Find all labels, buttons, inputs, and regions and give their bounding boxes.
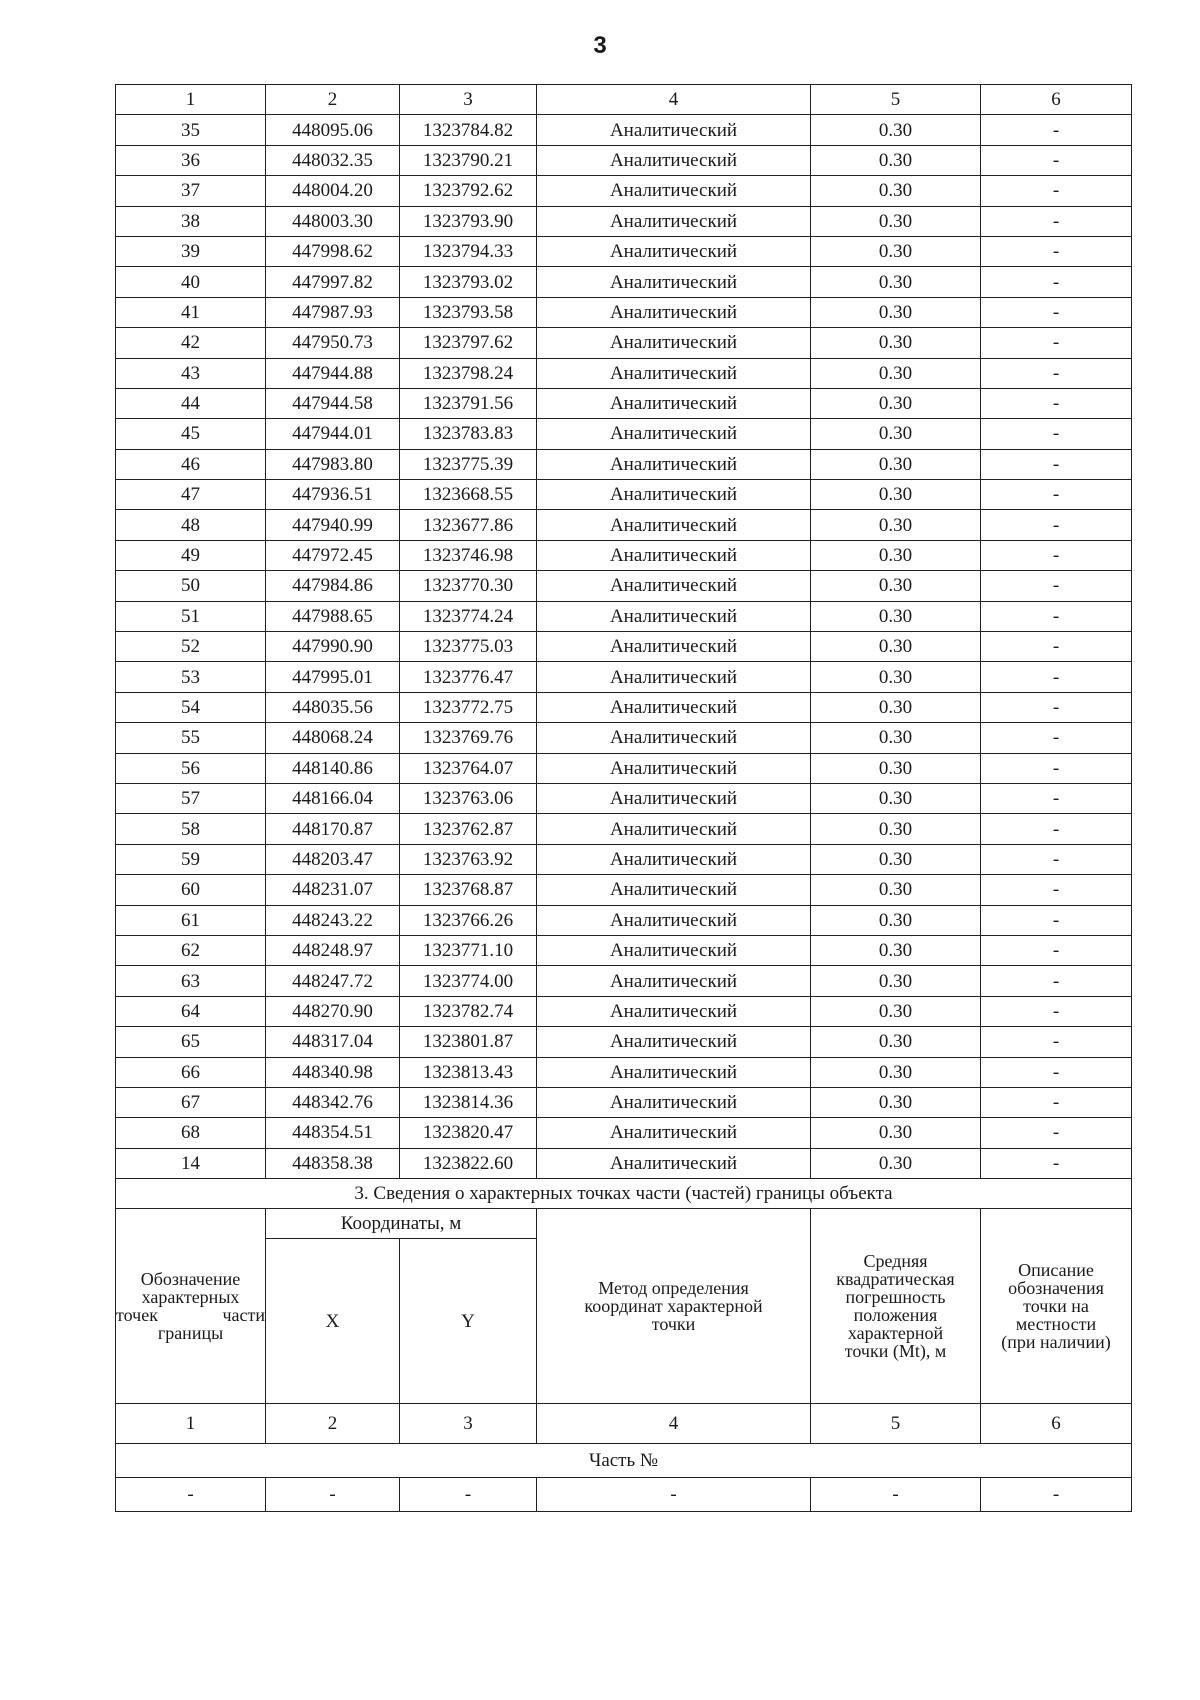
description-cell: - [981, 115, 1132, 145]
table-row [116, 236, 1132, 266]
description-cell: - [981, 540, 1132, 570]
description-cell: - [981, 510, 1132, 540]
point-number-cell: 44 [116, 388, 266, 418]
y-coordinate-cell: 1323797.62 [400, 328, 537, 358]
error-cell: 0.30 [811, 966, 981, 996]
point-number-cell: 67 [116, 1087, 266, 1117]
table-cell: - [116, 1478, 266, 1512]
y-coordinate-cell: 1323677.86 [400, 510, 537, 540]
error-cell: 0.30 [811, 540, 981, 570]
x-coordinate-cell: 447984.86 [266, 571, 400, 601]
point-number-cell: 54 [116, 692, 266, 722]
method-cell: Аналитический [537, 1057, 811, 1087]
section-3 [116, 1179, 1132, 1512]
x-coordinate-cell: 448358.38 [266, 1148, 400, 1178]
x-coordinate-cell: 448243.22 [266, 905, 400, 935]
error-cell: 0.30 [811, 632, 981, 662]
point-number-cell: 35 [116, 115, 266, 145]
description-cell: - [981, 783, 1132, 813]
table-row [116, 875, 1132, 905]
point-number-cell: 59 [116, 844, 266, 874]
y-coordinate-cell: 1323813.43 [400, 1057, 537, 1087]
table-row [116, 935, 1132, 965]
method-cell: Аналитический [537, 176, 811, 206]
y-coordinate-cell: 1323775.39 [400, 449, 537, 479]
table-row [116, 753, 1132, 783]
x-coordinate-cell: 448068.24 [266, 723, 400, 753]
point-number-cell: 14 [116, 1148, 266, 1178]
method-cell: Аналитический [537, 267, 811, 297]
description-cell: - [981, 905, 1132, 935]
x-coordinate-cell: 447990.90 [266, 632, 400, 662]
point-number-cell: 49 [116, 540, 266, 570]
error-cell: 0.30 [811, 601, 981, 631]
x-coordinate-cell: 447950.73 [266, 328, 400, 358]
point-number-cell: 38 [116, 206, 266, 236]
x-coordinate-cell: 448095.06 [266, 115, 400, 145]
x-coordinate-cell: 448004.20 [266, 176, 400, 206]
error-cell: 0.30 [811, 662, 981, 692]
table-cell: - [400, 1478, 537, 1512]
error-cell: 0.30 [811, 1118, 981, 1148]
point-number-cell: 36 [116, 145, 266, 175]
description-cell: - [981, 662, 1132, 692]
error-cell: 0.30 [811, 176, 981, 206]
table-row [116, 662, 1132, 692]
y-coordinate-cell: 1323771.10 [400, 935, 537, 965]
point-number-cell: 66 [116, 1057, 266, 1087]
error-cell: 0.30 [811, 905, 981, 935]
x-coordinate-cell: 448166.04 [266, 783, 400, 813]
coordinates-table [115, 84, 1132, 1512]
empty-data-row [116, 1478, 1132, 1512]
header-point-description: Описание обозначения точки на местности (при наличии) [981, 1209, 1132, 1404]
method-cell: Аналитический [537, 935, 811, 965]
error-cell: 0.30 [811, 996, 981, 1026]
y-coordinate-cell: 1323775.03 [400, 632, 537, 662]
method-cell: Аналитический [537, 692, 811, 722]
y-coordinate-cell: 1323770.30 [400, 571, 537, 601]
method-cell: Аналитический [537, 358, 811, 388]
column-number: 5 [811, 85, 981, 115]
method-cell: Аналитический [537, 236, 811, 266]
error-cell: 0.30 [811, 328, 981, 358]
description-cell: - [981, 388, 1132, 418]
method-cell: Аналитический [537, 632, 811, 662]
y-coordinate-cell: 1323764.07 [400, 753, 537, 783]
table-row [116, 540, 1132, 570]
error-cell: 0.30 [811, 115, 981, 145]
table-cell: - [981, 1478, 1132, 1512]
table-row [116, 1057, 1132, 1087]
point-number-cell: 41 [116, 297, 266, 327]
table-row [116, 632, 1132, 662]
description-cell: - [981, 996, 1132, 1026]
table-row [116, 571, 1132, 601]
x-coordinate-cell: 447936.51 [266, 480, 400, 510]
y-coordinate-cell: 1323746.98 [400, 540, 537, 570]
description-cell: - [981, 1057, 1132, 1087]
y-coordinate-cell: 1323793.02 [400, 267, 537, 297]
x-coordinate-cell: 447987.93 [266, 297, 400, 327]
table-row [116, 267, 1132, 297]
point-number-cell: 47 [116, 480, 266, 510]
point-number-cell: 63 [116, 966, 266, 996]
error-cell: 0.30 [811, 1087, 981, 1117]
error-cell: 0.30 [811, 419, 981, 449]
y-coordinate-cell: 1323798.24 [400, 358, 537, 388]
y-coordinate-cell: 1323783.83 [400, 419, 537, 449]
column-number: 4 [537, 1404, 811, 1444]
column-number-row [116, 85, 1132, 115]
error-cell: 0.30 [811, 206, 981, 236]
x-coordinate-cell: 448354.51 [266, 1118, 400, 1148]
y-coordinate-cell: 1323820.47 [400, 1118, 537, 1148]
error-cell: 0.30 [811, 875, 981, 905]
error-cell: 0.30 [811, 844, 981, 874]
section-3-column-number-row [116, 1404, 1132, 1444]
error-cell: 0.30 [811, 1027, 981, 1057]
y-coordinate-cell: 1323793.58 [400, 297, 537, 327]
x-coordinate-cell: 448247.72 [266, 966, 400, 996]
method-cell: Аналитический [537, 753, 811, 783]
error-cell: 0.30 [811, 692, 981, 722]
y-coordinate-cell: 1323774.24 [400, 601, 537, 631]
table-row [116, 206, 1132, 236]
description-cell: - [981, 753, 1132, 783]
x-coordinate-cell: 448035.56 [266, 692, 400, 722]
description-cell: - [981, 236, 1132, 266]
header-mean-square-error: Средняя квадратическая погрешность положения характерной точки (Mt), м [811, 1209, 981, 1404]
description-cell: - [981, 723, 1132, 753]
method-cell: Аналитический [537, 297, 811, 327]
description-cell: - [981, 267, 1132, 297]
x-coordinate-cell: 447998.62 [266, 236, 400, 266]
x-coordinate-cell: 448003.30 [266, 206, 400, 236]
description-cell: - [981, 571, 1132, 601]
y-coordinate-cell: 1323814.36 [400, 1087, 537, 1117]
x-coordinate-cell: 448231.07 [266, 875, 400, 905]
method-cell: Аналитический [537, 449, 811, 479]
method-cell: Аналитический [537, 875, 811, 905]
x-coordinate-cell: 448203.47 [266, 844, 400, 874]
header-method: Метод определения координат характерной точки [537, 1209, 811, 1404]
x-coordinate-cell: 447944.88 [266, 358, 400, 388]
description-cell: - [981, 814, 1132, 844]
table-row [116, 115, 1132, 145]
description-cell: - [981, 419, 1132, 449]
error-cell: 0.30 [811, 388, 981, 418]
point-number-cell: 40 [116, 267, 266, 297]
y-coordinate-cell: 1323766.26 [400, 905, 537, 935]
table-row [116, 723, 1132, 753]
x-coordinate-cell: 448140.86 [266, 753, 400, 783]
column-number: 5 [811, 1404, 981, 1444]
point-number-cell: 37 [116, 176, 266, 206]
description-cell: - [981, 1118, 1132, 1148]
error-cell: 0.30 [811, 1148, 981, 1178]
description-cell: - [981, 1087, 1132, 1117]
error-cell: 0.30 [811, 236, 981, 266]
table-row [116, 996, 1132, 1026]
description-cell: - [981, 449, 1132, 479]
header-coordinates: Координаты, м [266, 1209, 537, 1239]
y-coordinate-cell: 1323782.74 [400, 996, 537, 1026]
table-row [116, 966, 1132, 996]
header-point-line-justified: точек части [116, 1305, 265, 1326]
column-number: 6 [981, 85, 1132, 115]
x-coordinate-cell: 447944.58 [266, 388, 400, 418]
method-cell: Аналитический [537, 783, 811, 813]
description-cell: - [981, 328, 1132, 358]
table-row [116, 176, 1132, 206]
method-cell: Аналитический [537, 1148, 811, 1178]
y-coordinate-cell: 1323784.82 [400, 115, 537, 145]
error-cell: 0.30 [811, 358, 981, 388]
table-row [116, 510, 1132, 540]
method-cell: Аналитический [537, 540, 811, 570]
column-number: 3 [400, 85, 537, 115]
table-row [116, 1118, 1132, 1148]
description-cell: - [981, 935, 1132, 965]
point-number-cell: 55 [116, 723, 266, 753]
table-row [116, 480, 1132, 510]
table-row [116, 783, 1132, 813]
point-number-cell: 46 [116, 449, 266, 479]
description-cell: - [981, 358, 1132, 388]
y-coordinate-cell: 1323763.06 [400, 783, 537, 813]
y-coordinate-cell: 1323776.47 [400, 662, 537, 692]
x-coordinate-cell: 447972.45 [266, 540, 400, 570]
point-number-cell: 61 [116, 905, 266, 935]
y-coordinate-cell: 1323763.92 [400, 844, 537, 874]
method-cell: Аналитический [537, 480, 811, 510]
table-row [116, 358, 1132, 388]
y-coordinate-cell: 1323769.76 [400, 723, 537, 753]
point-number-cell: 58 [116, 814, 266, 844]
header-point-designation: Обозначение характерных точек части границы [116, 1209, 266, 1404]
x-coordinate-cell: 447995.01 [266, 662, 400, 692]
error-cell: 0.30 [811, 145, 981, 175]
point-number-cell: 42 [116, 328, 266, 358]
error-cell: 0.30 [811, 480, 981, 510]
column-number: 4 [537, 85, 811, 115]
method-cell: Аналитический [537, 419, 811, 449]
method-cell: Аналитический [537, 1027, 811, 1057]
error-cell: 0.30 [811, 814, 981, 844]
x-coordinate-cell: 448270.90 [266, 996, 400, 1026]
method-cell: Аналитический [537, 115, 811, 145]
description-cell: - [981, 145, 1132, 175]
description-cell: - [981, 1027, 1132, 1057]
header-y: Y [400, 1239, 537, 1404]
description-cell: - [981, 297, 1132, 327]
point-number-cell: 68 [116, 1118, 266, 1148]
x-coordinate-cell: 448032.35 [266, 145, 400, 175]
x-coordinate-cell: 448317.04 [266, 1027, 400, 1057]
x-coordinate-cell: 448248.97 [266, 935, 400, 965]
point-number-cell: 57 [116, 783, 266, 813]
column-number: 2 [266, 1404, 400, 1444]
table-row [116, 449, 1132, 479]
column-number: 6 [981, 1404, 1132, 1444]
point-number-cell: 65 [116, 1027, 266, 1057]
method-cell: Аналитический [537, 388, 811, 418]
description-cell: - [981, 480, 1132, 510]
y-coordinate-cell: 1323822.60 [400, 1148, 537, 1178]
table-row [116, 814, 1132, 844]
column-number: 1 [116, 1404, 266, 1444]
y-coordinate-cell: 1323792.62 [400, 176, 537, 206]
column-number: 3 [400, 1404, 537, 1444]
table-row [116, 844, 1132, 874]
method-cell: Аналитический [537, 844, 811, 874]
x-coordinate-cell: 448342.76 [266, 1087, 400, 1117]
point-number-cell: 56 [116, 753, 266, 783]
table-row [116, 692, 1132, 722]
point-number-cell: 50 [116, 571, 266, 601]
description-cell: - [981, 206, 1132, 236]
table-cell: - [811, 1478, 981, 1512]
method-cell: Аналитический [537, 966, 811, 996]
table-row [116, 1087, 1132, 1117]
error-cell: 0.30 [811, 723, 981, 753]
error-cell: 0.30 [811, 449, 981, 479]
table-row [116, 1027, 1132, 1057]
y-coordinate-cell: 1323668.55 [400, 480, 537, 510]
table-row [116, 1148, 1132, 1178]
table-row [116, 297, 1132, 327]
point-number-cell: 48 [116, 510, 266, 540]
y-coordinate-cell: 1323790.21 [400, 145, 537, 175]
method-cell: Аналитический [537, 1087, 811, 1117]
description-cell: - [981, 601, 1132, 631]
x-coordinate-cell: 448340.98 [266, 1057, 400, 1087]
table-row [116, 905, 1132, 935]
point-number-cell: 53 [116, 662, 266, 692]
description-cell: - [981, 176, 1132, 206]
x-coordinate-cell: 447940.99 [266, 510, 400, 540]
column-number: 2 [266, 85, 400, 115]
point-number-cell: 51 [116, 601, 266, 631]
method-cell: Аналитический [537, 328, 811, 358]
x-coordinate-cell: 447997.82 [266, 267, 400, 297]
y-coordinate-cell: 1323772.75 [400, 692, 537, 722]
error-cell: 0.30 [811, 935, 981, 965]
x-coordinate-cell: 448170.87 [266, 814, 400, 844]
column-number: 1 [116, 85, 266, 115]
method-cell: Аналитический [537, 905, 811, 935]
point-number-cell: 39 [116, 236, 266, 266]
method-cell: Аналитический [537, 145, 811, 175]
page-number: 3 [593, 32, 607, 59]
table-cell: - [537, 1478, 811, 1512]
table-row [116, 145, 1132, 175]
x-coordinate-cell: 447988.65 [266, 601, 400, 631]
error-cell: 0.30 [811, 571, 981, 601]
table-row [116, 601, 1132, 631]
y-coordinate-cell: 1323791.56 [400, 388, 537, 418]
point-number-cell: 60 [116, 875, 266, 905]
error-cell: 0.30 [811, 783, 981, 813]
method-cell: Аналитический [537, 206, 811, 236]
section-3-title: 3. Сведения о характерных точках части (частей) границы объекта [116, 1179, 1132, 1209]
method-cell: Аналитический [537, 1118, 811, 1148]
point-number-cell: 45 [116, 419, 266, 449]
error-cell: 0.30 [811, 267, 981, 297]
x-coordinate-cell: 447983.80 [266, 449, 400, 479]
y-coordinate-cell: 1323768.87 [400, 875, 537, 905]
error-cell: 0.30 [811, 297, 981, 327]
table-row [116, 328, 1132, 358]
error-cell: 0.30 [811, 510, 981, 540]
table-row [116, 388, 1132, 418]
part-number-label: Часть № [116, 1444, 1132, 1478]
method-cell: Аналитический [537, 723, 811, 753]
table-cell: - [266, 1478, 400, 1512]
description-cell: - [981, 1148, 1132, 1178]
header-x: X [266, 1239, 400, 1404]
point-number-cell: 52 [116, 632, 266, 662]
description-cell: - [981, 844, 1132, 874]
y-coordinate-cell: 1323762.87 [400, 814, 537, 844]
y-coordinate-cell: 1323793.90 [400, 206, 537, 236]
point-number-cell: 43 [116, 358, 266, 388]
method-cell: Аналитический [537, 662, 811, 692]
x-coordinate-cell: 447944.01 [266, 419, 400, 449]
description-cell: - [981, 966, 1132, 996]
table-row [116, 419, 1132, 449]
method-cell: Аналитический [537, 571, 811, 601]
description-cell: - [981, 692, 1132, 722]
point-number-cell: 64 [116, 996, 266, 1026]
description-cell: - [981, 632, 1132, 662]
y-coordinate-cell: 1323794.33 [400, 236, 537, 266]
method-cell: Аналитический [537, 510, 811, 540]
point-number-cell: 62 [116, 935, 266, 965]
method-cell: Аналитический [537, 996, 811, 1026]
method-cell: Аналитический [537, 601, 811, 631]
error-cell: 0.30 [811, 1057, 981, 1087]
description-cell: - [981, 875, 1132, 905]
y-coordinate-cell: 1323801.87 [400, 1027, 537, 1057]
error-cell: 0.30 [811, 753, 981, 783]
method-cell: Аналитический [537, 814, 811, 844]
y-coordinate-cell: 1323774.00 [400, 966, 537, 996]
